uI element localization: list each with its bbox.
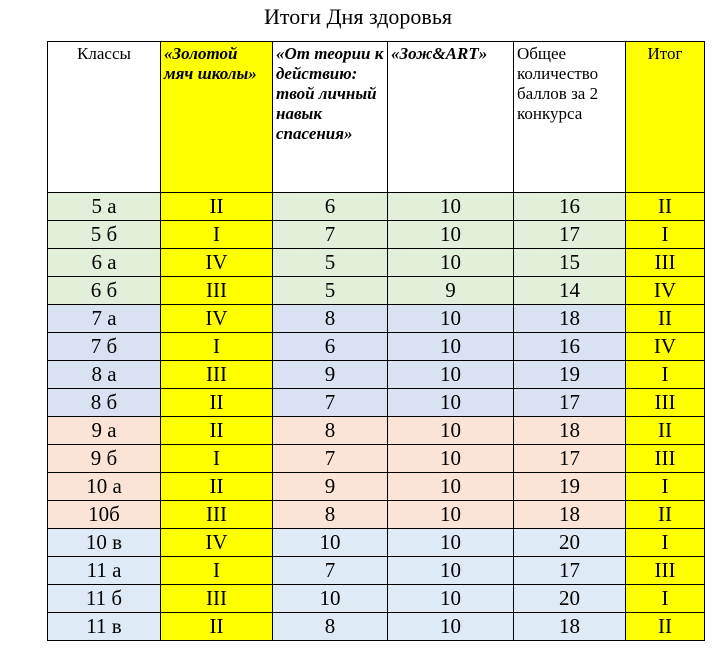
cell-total: 19 [514,361,626,389]
cell-total: 18 [514,613,626,641]
cell-total: 17 [514,221,626,249]
table-header-row [48,42,705,193]
cell-zozh-art: 10 [388,361,514,389]
cell-result: I [626,361,705,389]
cell-golden-ball: II [161,193,273,221]
cell-zozh-art: 10 [388,305,514,333]
cell-golden-ball: I [161,445,273,473]
table-row [48,585,705,613]
cell-total: 17 [514,557,626,585]
cell-golden-ball: II [161,389,273,417]
cell-result: II [626,193,705,221]
cell-total: 19 [514,473,626,501]
table-row [48,361,705,389]
cell-result: III [626,389,705,417]
cell-golden-ball: IV [161,529,273,557]
cell-zozh-art: 10 [388,221,514,249]
page-title: Итоги Дня здоровья [264,4,452,29]
header-total-points: Общее количество баллов за 2 конкурса [514,42,626,193]
cell-theory-to-action: 7 [273,557,388,585]
cell-zozh-art: 10 [388,529,514,557]
header-result: Итог [626,42,705,193]
cell-class: 7 а [48,305,161,333]
cell-theory-to-action: 10 [273,585,388,613]
cell-class: 8 а [48,361,161,389]
cell-theory-to-action: 7 [273,221,388,249]
cell-result: IV [626,333,705,361]
cell-theory-to-action: 8 [273,613,388,641]
cell-total: 16 [514,193,626,221]
cell-class: 9 а [48,417,161,445]
cell-total: 17 [514,389,626,417]
cell-zozh-art: 10 [388,473,514,501]
cell-result: II [626,501,705,529]
cell-golden-ball: I [161,221,273,249]
table-row [48,557,705,585]
cell-zozh-art: 10 [388,249,514,277]
cell-class: 6 б [48,277,161,305]
cell-golden-ball: II [161,613,273,641]
cell-golden-ball: I [161,333,273,361]
cell-class: 10 а [48,473,161,501]
cell-zozh-art: 10 [388,193,514,221]
table-row [48,417,705,445]
cell-total: 18 [514,501,626,529]
cell-golden-ball: III [161,361,273,389]
cell-result: I [626,473,705,501]
cell-zozh-art: 10 [388,501,514,529]
cell-class: 11 а [48,557,161,585]
header-golden-ball: «Золотой мяч школы» [161,42,273,193]
cell-class: 5 б [48,221,161,249]
cell-result: III [626,445,705,473]
cell-theory-to-action: 9 [273,361,388,389]
cell-class: 10б [48,501,161,529]
cell-total: 20 [514,585,626,613]
cell-total: 20 [514,529,626,557]
cell-result: IV [626,277,705,305]
table-row [48,529,705,557]
cell-total: 16 [514,333,626,361]
cell-total: 15 [514,249,626,277]
cell-class: 11 б [48,585,161,613]
header-classes: Классы [48,42,161,193]
cell-golden-ball: II [161,473,273,501]
cell-zozh-art: 10 [388,445,514,473]
table-row [48,193,705,221]
table-row [48,445,705,473]
cell-class: 11 в [48,613,161,641]
header-theory-to-action: «От теории к действию: твой личный навык спасения» [273,42,388,193]
table-row [48,277,705,305]
cell-zozh-art: 10 [388,557,514,585]
cell-class: 10 в [48,529,161,557]
cell-theory-to-action: 6 [273,193,388,221]
cell-golden-ball: III [161,277,273,305]
table-row [48,389,705,417]
cell-result: II [626,305,705,333]
cell-class: 5 а [48,193,161,221]
cell-zozh-art: 9 [388,277,514,305]
cell-theory-to-action: 7 [273,389,388,417]
cell-theory-to-action: 5 [273,249,388,277]
cell-zozh-art: 10 [388,333,514,361]
cell-class: 9 б [48,445,161,473]
cell-class: 7 б [48,333,161,361]
table-row [48,249,705,277]
cell-theory-to-action: 5 [273,277,388,305]
cell-result: III [626,557,705,585]
cell-result: III [626,249,705,277]
cell-result: II [626,417,705,445]
cell-golden-ball: II [161,417,273,445]
cell-zozh-art: 10 [388,417,514,445]
cell-result: II [626,613,705,641]
cell-theory-to-action: 6 [273,333,388,361]
table-row [48,333,705,361]
cell-golden-ball: III [161,585,273,613]
cell-theory-to-action: 7 [273,445,388,473]
cell-total: 14 [514,277,626,305]
cell-total: 18 [514,417,626,445]
header-zozh-art: «Зож&ART» [388,42,514,193]
cell-golden-ball: IV [161,249,273,277]
table-row [48,501,705,529]
table-row [48,221,705,249]
cell-zozh-art: 10 [388,613,514,641]
cell-class: 8 б [48,389,161,417]
cell-theory-to-action: 8 [273,501,388,529]
cell-class: 6 а [48,249,161,277]
cell-theory-to-action: 9 [273,473,388,501]
cell-golden-ball: I [161,557,273,585]
cell-total: 18 [514,305,626,333]
table-row [48,305,705,333]
cell-zozh-art: 10 [388,585,514,613]
cell-total: 17 [514,445,626,473]
cell-result: I [626,529,705,557]
cell-result: I [626,585,705,613]
cell-golden-ball: III [161,501,273,529]
results-table [47,41,705,641]
cell-golden-ball: IV [161,305,273,333]
table-row [48,613,705,641]
table-row [48,473,705,501]
cell-theory-to-action: 10 [273,529,388,557]
cell-theory-to-action: 8 [273,305,388,333]
cell-result: I [626,221,705,249]
cell-zozh-art: 10 [388,389,514,417]
cell-theory-to-action: 8 [273,417,388,445]
